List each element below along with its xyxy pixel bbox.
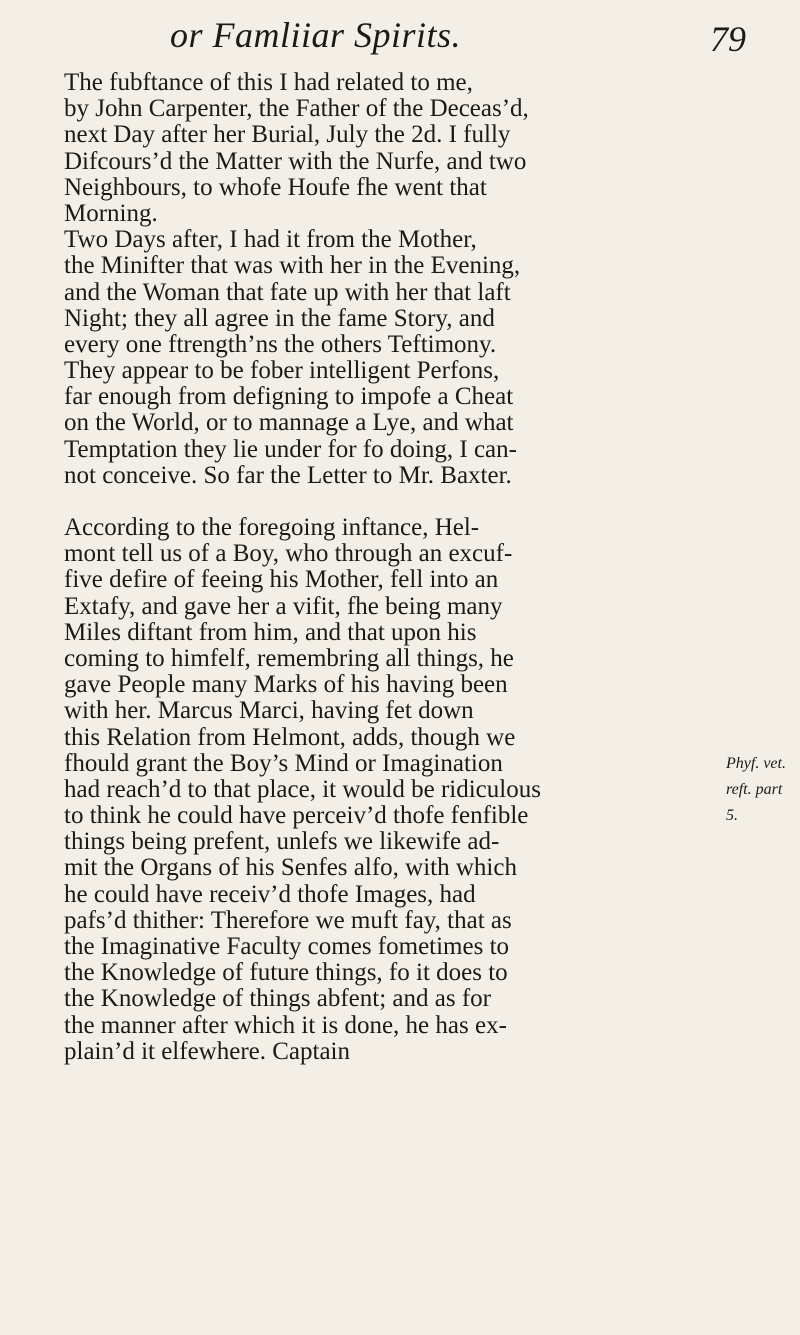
text-line: fhould grant the Boy’s Mind or Imagination [64, 749, 503, 777]
text-line: and the Woman that fate up with her that laft [64, 278, 511, 306]
page-number: 79 [710, 19, 746, 59]
text-line: things being prefent, unlefs we likewife ad- [64, 828, 500, 856]
text-line: According to the foregoing inftance, Hel- [64, 514, 480, 541]
text-line: had reach’d to that place, it would be ridiculous [64, 775, 541, 803]
margin-note-line: Phyf. vet. [726, 755, 786, 772]
text-line: They appear to be fober intelligent Perfons, [64, 357, 500, 385]
text-line: Night; they all agree in the fame Story, and [64, 304, 495, 332]
text-line: far enough from defigning to impofe a Cheat [64, 383, 514, 411]
text-line: pafs’d thither: Therefore we muft fay, that as [64, 906, 512, 934]
text-line: the Knowledge of future things, fo it does to [64, 959, 508, 987]
text-line: next Day after her Burial, July the 2d. I fully [64, 121, 511, 149]
running-head: or Famliiar Spirits. [170, 15, 462, 55]
text-line: gave People many Marks of his having been [64, 671, 508, 699]
text-line: every one ftrength’ns the others Teftimony. [64, 330, 497, 358]
text-line: this Relation from Helmont, adds, though we [64, 723, 516, 751]
page-header [0, 6, 800, 66]
text-line: Miles diftant from him, and that upon his [64, 618, 477, 646]
text-line: on the World, or to mannage a Lye, and what [64, 409, 514, 437]
paragraph [64, 358, 724, 489]
text-line: the Imaginative Faculty comes fometimes to [64, 933, 510, 960]
text-line: the manner after which it is done, he has ex- [64, 1011, 507, 1039]
text-line: mont tell us of a Boy, who through an excuf- [64, 540, 513, 568]
paragraph [64, 227, 724, 358]
text-line: coming to himfelf, remembring all things, he [64, 644, 514, 672]
text-line: Difcours’d the Matter with the Nurfe, and two [64, 147, 527, 175]
text-line: plain’d it elfewhere. Captain [64, 1037, 350, 1065]
body-text [64, 70, 724, 1065]
paragraph [64, 515, 724, 1065]
margin-note-line: reft. part [726, 781, 783, 798]
text-line: the Knowledge of things abfent; and as for [64, 985, 491, 1013]
text-line: Extafy, and gave her a vifit, fhe being many [64, 592, 503, 620]
paragraph [64, 70, 724, 227]
text-line: with her. Marcus Marci, having fet down [64, 697, 474, 725]
text-line: Morning. [64, 199, 158, 227]
paragraph-gap [64, 489, 724, 515]
margin-note [726, 751, 800, 829]
text-line: Two Days after, I had it from the Mother, [64, 226, 477, 254]
text-line: by John Carpenter, the Father of the Deceas’d, [64, 95, 529, 123]
text-line: five defire of feeing his Mother, fell into an [64, 566, 499, 594]
text-line: The fubftance of this I had related to me, [64, 69, 473, 96]
text-line: not conceive. So far the Letter to Mr. Baxter. [64, 461, 512, 489]
text-line: mit the Organs of his Senfes alfo, with which [64, 854, 517, 882]
text-line: he could have receiv’d thofe Images, had [64, 880, 476, 908]
text-line: the Minifter that was with her in the Evening, [64, 252, 521, 280]
text-line: Neighbours, to whofe Houfe fhe went that [64, 173, 487, 201]
text-line: to think he could have perceiv’d thofe fenfible [64, 802, 529, 830]
text-line: Temptation they lie under for fo doing, I can- [64, 435, 517, 463]
margin-note-line: 5. [726, 807, 738, 824]
